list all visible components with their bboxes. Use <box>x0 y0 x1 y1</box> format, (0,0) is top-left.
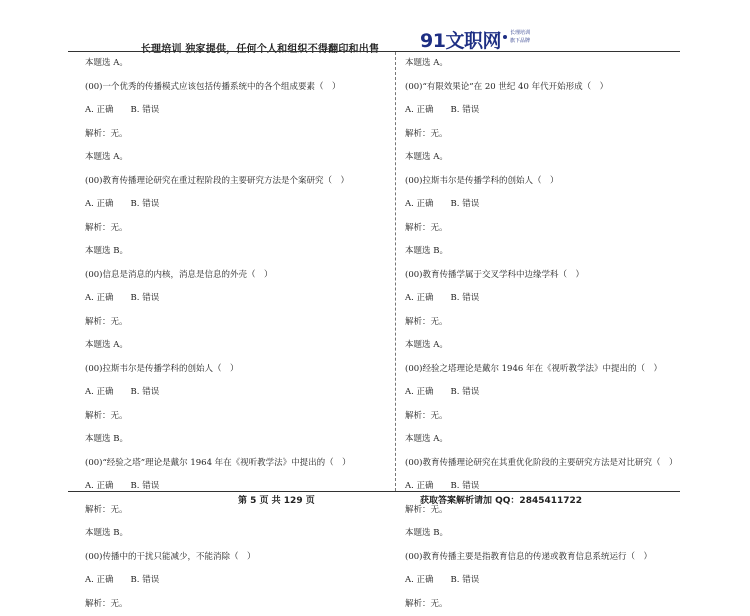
text-line: A. 正确 B. 错误 <box>85 475 385 499</box>
text-line: 解析：无。 <box>85 217 385 241</box>
text-line: (00)“有限效果论”在 20 世纪 40 年代开始形成（ ） <box>405 76 695 100</box>
text-line: 解析：无。 <box>405 499 695 523</box>
text-line: 本题选 B。 <box>85 522 385 546</box>
text-line: 解析：无。 <box>85 499 385 523</box>
text-line: 本题选 B。 <box>85 240 385 264</box>
text-line: A. 正确 B. 错误 <box>85 99 385 123</box>
text-line: (00)教育传播理论研究在重过程阶段的主要研究方法是个案研究（ ） <box>85 170 385 194</box>
contact-info: 获取答案解析请加 QQ：2845411722 <box>420 493 582 506</box>
text-line: 本题选 B。 <box>405 240 695 264</box>
text-line: A. 正确 B. 错误 <box>405 475 695 499</box>
text-line: A. 正确 B. 错误 <box>85 569 385 593</box>
logo-text: 91文职网 <box>420 26 501 53</box>
text-line: A. 正确 B. 错误 <box>405 99 695 123</box>
column-divider <box>395 52 396 491</box>
left-column <box>85 52 385 616</box>
text-line: 解析：无。 <box>405 405 695 429</box>
text-line: 本题选 A。 <box>85 52 385 76</box>
logo-subtitle-2: 旗下品牌 <box>510 37 530 44</box>
text-line: 解析：无。 <box>405 593 695 616</box>
text-line: 本题选 A。 <box>405 146 695 170</box>
text-line: A. 正确 B. 错误 <box>85 287 385 311</box>
text-line: A. 正确 B. 错误 <box>405 381 695 405</box>
text-line: 解析：无。 <box>405 217 695 241</box>
text-line: 本题选 A。 <box>405 428 695 452</box>
text-line: 解析：无。 <box>405 123 695 147</box>
text-line: 解析：无。 <box>85 593 385 616</box>
text-line: (00)信息是消息的内核，消息是信息的外壳（ ） <box>85 264 385 288</box>
text-line: 本题选 A。 <box>85 334 385 358</box>
text-line: A. 正确 B. 错误 <box>85 193 385 217</box>
text-line: 解析：无。 <box>85 123 385 147</box>
text-line: A. 正确 B. 错误 <box>85 381 385 405</box>
logo-dot-icon <box>503 35 507 39</box>
text-line: (00)教育传播主要是指教育信息的传递或教育信息系统运行（ ） <box>405 546 695 570</box>
text-line: (00)拉斯韦尔是传播学科的创始人（ ） <box>85 358 385 382</box>
text-line: 本题选 A。 <box>85 146 385 170</box>
text-line: A. 正确 B. 错误 <box>405 287 695 311</box>
text-line: (00)经验之塔理论是戴尔 1946 年在《视听教学法》中提出的（ ） <box>405 358 695 382</box>
text-line: A. 正确 B. 错误 <box>405 569 695 593</box>
header-notice: 长理培训 独家提供，任何个人和组织不得翻印和出售 <box>0 40 520 55</box>
text-line: 本题选 B。 <box>405 522 695 546</box>
text-line: (00)传播中的干扰只能减少，不能消除（ ） <box>85 546 385 570</box>
text-line: 解析：无。 <box>85 311 385 335</box>
logo-subtitle-1: 长理培训 <box>510 29 530 36</box>
text-line: 本题选 B。 <box>85 428 385 452</box>
text-line: (00)教育传播学属于交叉学科中边缘学科（ ） <box>405 264 695 288</box>
text-line: A. 正确 B. 错误 <box>405 193 695 217</box>
page-number: 第 5 页 共 129 页 <box>238 493 315 506</box>
text-line: (00)一个优秀的传播模式应该包括传播系统中的各个组成要素（ ） <box>85 76 385 100</box>
text-line: 解析：无。 <box>85 405 385 429</box>
text-line: (00)“经验之塔”理论是戴尔 1964 年在《视听教学法》中提出的（ ） <box>85 452 385 476</box>
text-line: (00)拉斯韦尔是传播学科的创始人（ ） <box>405 170 695 194</box>
text-line: 解析：无。 <box>405 311 695 335</box>
text-line: 本题选 A。 <box>405 52 695 76</box>
right-column <box>405 52 695 616</box>
text-line: (00)教育传播理论研究在其重优化阶段的主要研究方法是对比研究（ ） <box>405 452 695 476</box>
text-line: 本题选 A。 <box>405 334 695 358</box>
